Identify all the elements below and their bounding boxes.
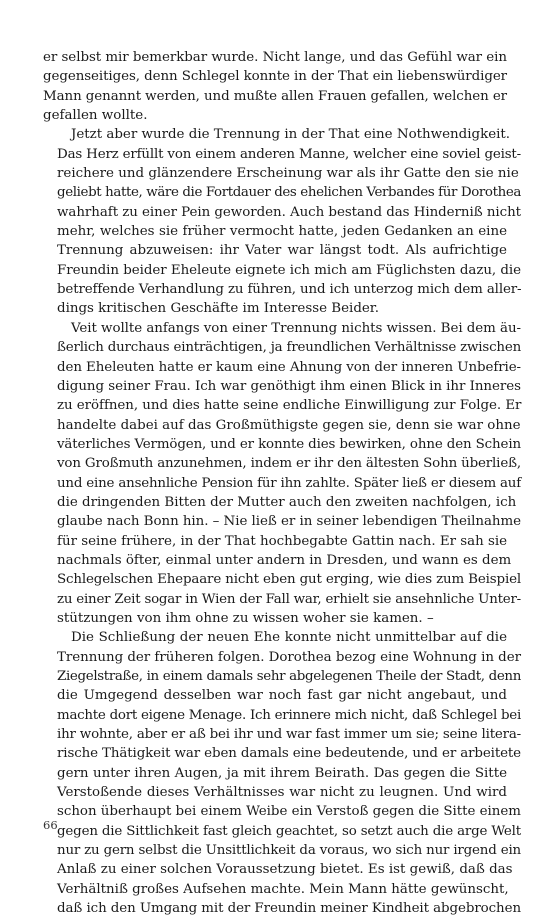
text-line: von Großmuth anzunehmen, indem er ihr den ältesten Sohn überließ, [57,456,521,472]
text-line: Die Schließung der neuen Ehe konnte nicht unmittelbar auf die [71,630,507,646]
paragraph-3 [43,319,522,629]
text-line: nachmals öfter, einmal unter andern in Dresden, und wann es dem [57,552,512,568]
text-line: Das Herz erfüllt von einem anderen Manne, welcher eine soviel geist- [57,146,521,162]
text-line: und eine ansehnliche Pension für ihn zahlte. Später ließ er diesem auf [57,475,521,491]
paragraph-4 [43,628,521,918]
text-line: gefallen wollte. [43,108,148,124]
text-line: Jetzt aber wurde die Trennung in der That eine Nothwendigkeit. [71,127,511,143]
page-number: 66 [43,818,58,832]
text-line: gern unter ihren Augen, ja mit ihrem Beirath. Das gegen die Sitte [57,765,507,781]
text-line: geliebt hatte, wäre die Fortdauer des ehelichen Verbandes für Dorothea [57,185,521,201]
text-line: Verstoßende dieses Verhältnisses war nicht zu leugnen. Und wird [57,785,507,801]
paragraph-1 [43,48,507,125]
text-line: mehr, welches sie früher vermocht hatte, jeden Gedanken an eine [57,224,507,240]
text-line: betreffende Verhandlung zu führen, und ich unterzog mich dem aller- [57,282,522,298]
text-line: nur zu gern selbst die Unsittlichkeit da voraus, wo sich nur irgend ein [57,843,521,859]
text-line: ßerlich durchaus einträchtigen, ja freundlichen Verhältnisse zwischen [57,340,522,356]
text-line: handelte dabei auf das Großmüthigste gegen sie, denn sie war ohne [57,417,521,433]
text-line: die Umgegend desselben war noch fast gar nicht angebaut, und [57,688,507,704]
paragraph-2 [43,125,522,318]
text-line: glaube nach Bonn hin. – Nie ließ er in seiner lebendigen Theilnahme [57,514,521,530]
text-line: Ziegelstraße, in einem damals sehr abgelegenen Theile der Stadt, denn [57,669,521,684]
text-line: zu eröffnen, und dies hatte seine endliche Einwilligung zur Folge. Er [57,398,522,414]
text-line: rische Thätigkeit war eben damals eine bedeutende, und er arbeitete [57,746,521,762]
text-line: väterliches Vermögen, und er konnte dies bewirken, ohne den Schein [57,436,521,452]
text-line: zu einer Zeit sogar in Wien der Fall war, erhielt sie ansehnliche Unter- [57,591,521,607]
text-line: den Eheleuten hatte er kaum eine Ahnung von der inneren Unbefrie- [57,359,521,375]
text-line: digung seiner Frau. Ich war genöthigt ihm einen Blick in ihr Inneres [57,378,521,394]
page-text-block [43,48,522,918]
text-line: Trennung abzuweisen: ihr Vater war längst todt. Als aufrichtige [57,243,507,259]
text-line: Trennung der früheren folgen. Dorothea bezog eine Wohnung in der [57,649,521,665]
text-line: dings kritischen Geschäfte im Interesse Beider. [57,301,379,317]
text-line: Schlegelschen Ehepaare nicht eben gut erging, wie dies zum Beispiel [57,572,521,588]
text-line: ihr wohnte, aber er aß bei ihr und war fast immer um sie; seine litera- [57,727,521,743]
text-line: reichere und glänzendere Erscheinung war als ihr Gatte den sie nie [57,166,519,182]
text-line: gegen die Sittlichkeit fast gleich geachtet, so setzt auch die arge Welt [57,823,521,839]
text-line: für seine frühere, in der That hochbegabte Gattin nach. Er sah sie [57,533,508,549]
text-line: die dringenden Bitten der Mutter auch den zweiten nachfolgen, ich [57,494,517,510]
text-line: Veit wollte anfangs von einer Trennung nichts wissen. Bei dem äu- [71,320,521,336]
text-line: gegenseitiges, denn Schlegel konnte in der That ein liebenswürdiger [43,69,507,85]
text-line: Verhältniß großes Aufsehen machte. Mein Mann hätte gewünscht, [57,881,509,897]
text-line: schon überhaupt bei einem Weibe ein Verstoß gegen die Sitte einem [57,804,521,820]
text-line: Anlaß zu einer solchen Voraussetzung bietet. Es ist gewiß, daß das [57,862,513,878]
text-line: machte dort eigene Menage. Ich erinnere mich nicht, daß Schlegel bei [57,707,521,723]
text-line: Freundin beider Eheleute eignete ich mich am Füglichsten dazu, die [57,262,521,278]
text-line: er selbst mir bemerkbar wurde. Nicht lange, und das Gefühl war ein [43,50,507,65]
text-line: daß ich den Umgang mit der Freundin meiner Kindheit abgebrochen [57,901,521,917]
text-line: stützungen von ihm ohne zu wissen woher sie kamen. – [57,610,434,626]
text-line: Mann genannt werden, und mußte allen Frauen gefallen, welchen er [43,88,507,104]
text-line: wahrhaft zu einer Pein geworden. Auch bestand das Hinderniß nicht [57,204,521,220]
